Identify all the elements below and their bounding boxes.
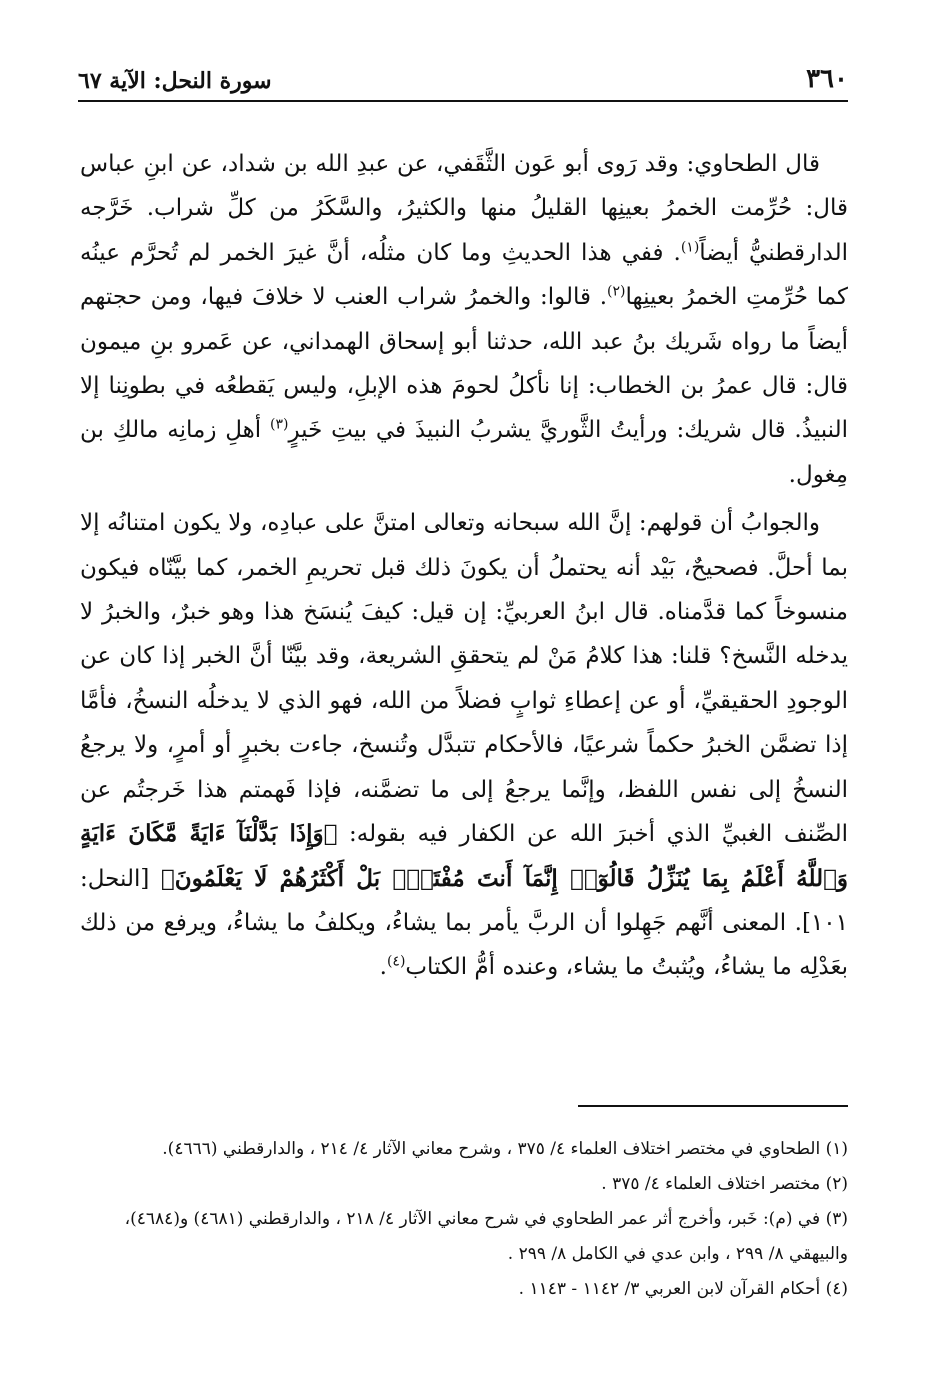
paragraph-2-text-3: . bbox=[379, 954, 387, 981]
footnote-3: (٣) في (م): خَبر، وأخرج أثر عمر الطحاوي في شرح معاني الآثار ٤/ ٢١٨ ، والدارقطني (٤٦٨١) و(٤٦٨٤)، والبيهقي ٨/ ٢٩٩ ، وابن عدي في الكامل ٨/ ٢٩٩ . bbox=[124, 1209, 848, 1264]
paragraph-2-text-2: [النحل: ١٠١]. المعنى أنَّهم جَهِلوا أن الربَّ يأمر بما يشاءُ، ويكلفُ ما يشاءُ، ويرفع من ذلك بعَدْلِه ما يشاءُ، ويُثبتُ ما يشاء، وعنده أمُّ الكتاب bbox=[80, 865, 848, 981]
paragraph-1-text-3: . قالوا: والخمرُ شراب العنب لا خلافَ فيها، ومن حجتهم أيضاً ما رواه شَريك بنُ عبد الله، حدثنا أبو إسحاق الهمداني، عن عَمرو بنِ ميمون قال: قال عمرُ بن الخطاب: إنا نأكلُ لحومَ هذه الإبلِ، وليس يَقطعُه في بطونِنا إلا النبيذُ. قال شريك: ورأيتُ الثَّوريَّ يشربُ النبيذَ في بيتِ خَيرٍ bbox=[80, 284, 848, 444]
running-title: سورة النحل: الآية ٦٧ bbox=[78, 68, 272, 94]
page-number: ٣٦٠ bbox=[806, 64, 848, 94]
footnote-divider bbox=[578, 1105, 848, 1107]
footnote-ref-4: (٤) bbox=[386, 953, 406, 970]
footnote-4: (٤) أحكام القرآن لابن العربي ٣/ ١١٤٢ - ١١٤٣ . bbox=[518, 1279, 848, 1299]
paragraph-2 bbox=[80, 501, 848, 989]
quran-verse: ﴿وَإِذَا بَدَّلْنَآ ءَايَةً مَّكَانَ ءَايَةٍ وَٱللَّهُ أَعْلَمُ بِمَا يُنَزِّلُ قَالُوٓا۟ إِنَّمَآ أَنتَ مُفْتَرٍۭ بَلْ أَكْثَرُهُمْ لَا يَعْلَمُونَ﴾ bbox=[80, 820, 848, 892]
paragraph-2-text-1: والجوابُ أن قولهم: إنَّ الله سبحانه وتعالى امتنَّ على عبادِه، ولا يكون امتنانُه إلا بما أحلَّ. فصحيحٌ، بَيْد أنه يحتملُ أن يكونَ ذلك قبل تحريمِ الخمر، كما بيَّنّاه فيكون منسوخاً كما قدَّمناه. قال ابنُ العربيِّ: إن قيل: كيفَ يُنسَخ هذا وهو خبرٌ، والخبرُ لا يدخله النَّسخ؟ قلنا: هذا كلامُ مَنْ لم يتحققِ الشريعة، وقد بيَّنّا أنَّ الخبر إذا كان عن الوجودِ الحقيقيِّ، أو عن إعطاءِ ثوابٍ فضلاً من الله، فهو الذي لا يدخلُه النسخُ، فأمَّا إذا تضمَّن الخبرُ حكماً شرعيًا، فالأحكام تتبدَّل وتُنسخ، جاءت بخبرٍ أو أمرٍ، ولا يرجعُ النسخُ إلى نفس اللفظ، وإنَّما يرجعُ إلى ما تضمَّنه، فإذا فَهمتم هذا خَرجتُم عن الصِّنف الغبيِّ الذي أخبرَ الله عن الكفار فيه بقوله: bbox=[80, 510, 848, 848]
paragraph-1-text-2: . ففي هذا الحديثِ وما كان مثلُه، أنَّ غيرَ الخمر لم تُحرَّم عينُه كما حُرِّمتِ الخمرُ بعينِها bbox=[80, 239, 848, 311]
body-text bbox=[80, 142, 848, 990]
footnote-ref-1: (١) bbox=[680, 239, 700, 256]
paragraph-1-text-4: أهلِ زمانِه مالكِ بن مِغول. bbox=[80, 417, 848, 488]
footnote-2: (٢) مختصر اختلاف العلماء ٤/ ٣٧٥ . bbox=[601, 1174, 848, 1194]
footnote-1: (١) الطحاوي في مختصر اختلاف العلماء ٤/ ٣٧٥ ، وشرح معاني الآثار ٤/ ٢١٤ ، والدارقطني (٤٦٦٦). bbox=[162, 1139, 848, 1159]
paragraph-1 bbox=[80, 142, 848, 497]
page-header bbox=[78, 58, 848, 102]
footnote-ref-2: (٢) bbox=[607, 283, 626, 300]
footnote-ref-3: (٣) bbox=[269, 416, 289, 433]
paragraph-1-text-1: قال الطحاوي: وقد رَوى أبو عَون الثَّقَفي، عن عبدِ الله بن شداد، عن ابنِ عباس قال: حُرِّمت الخمرُ بعينِها القليلُ منها والكثيرُ، والسَّكَرُ من كلِّ شراب. خَرَّجه الدارقطنيُّ أيضاً bbox=[80, 151, 848, 266]
footnotes bbox=[80, 1132, 848, 1307]
